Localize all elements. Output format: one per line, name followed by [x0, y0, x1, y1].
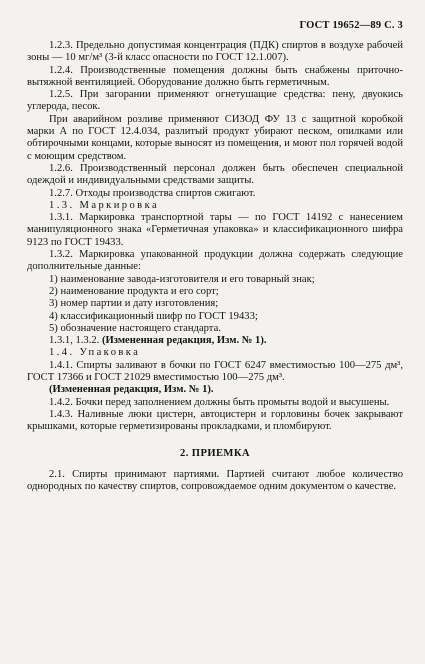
- amendment-ref: 1.3.1, 1.3.2.: [49, 335, 102, 347]
- paragraph-1-2-5: 1.2.5. При загорании применяют огнетушащие средства: пену, двуокись углерода, песок.: [27, 89, 403, 113]
- paragraph-1-2-6: 1.2.6. Производственный персонал должен быть обеспечен специальной одеждой и индивидуальными средствами защиты.: [27, 162, 403, 187]
- paragraph-1-3-2: 1.3.2. Маркировка упакованной продукции должна содержать следующие дополнительные данные:: [27, 249, 403, 273]
- list-item: 2) наименование продукта и его сорт;: [49, 285, 219, 297]
- paragraph-2-1: 2.1. Спирты принимают партиями. Партией считают любое количество однородных по качеству спиртов, сопровождаемое одним документом о качестве.: [27, 468, 403, 492]
- amendment-label: (Измененная редакция, Изм. № 1).: [101, 335, 267, 347]
- paragraph-1-4-1: 1.4.1. Спирты заливают в бочки по ГОСТ 6247 вместимостью 100—275 дм³, ГОСТ 17366 и ГОСТ 21029 вместимостью 100—275 дм³.: [27, 359, 403, 384]
- amendment-note-1-4: (Измененная редакция, Изм. № 1).: [49, 384, 214, 396]
- paragraph-1-4-3: 1.4.3. Наливные люки цистерн, автоцистерн и горловины бочек закрывают крышками, которые герметизированы прокладками, и пломбируют.: [27, 408, 403, 433]
- paragraph-1-3-1: 1.3.1. Маркировка транспортной тары — по ГОСТ 14192 с нанесением манипуляционного знака «Герметичная упаковка» и классификационного шифра 9123 по ГОСТ 19433.: [27, 212, 403, 248]
- section-2-heading: 2. ПРИЕМКА: [180, 447, 250, 459]
- list-item: 1) наименование завода-изготовителя и его товарный знак;: [49, 273, 315, 285]
- paragraph-1-2-3: 1.2.3. Предельно допустимая концентрация (ПДК) спиртов в воздухе рабочей зоны — 10 мг/м³ (3-й класс опасности по ГОСТ 12.1.007).: [27, 40, 403, 64]
- paragraph-emergency: При аварийном розливе применяют СИЗОД ФУ 13 с защитной коробкой марки А по ГОСТ 12.4.034, разлитый продукт убирают песком, опилками или обтирочными концами, которые выносят из помещения, и моют пол горячей водой с моющим средством.: [27, 113, 403, 162]
- marking-list: [27, 274, 403, 335]
- list-item: 4) классификационный шифр по ГОСТ 19433;: [49, 310, 258, 322]
- paragraph-1-2-4: 1.2.4. Производственные помещения должны быть снабжены приточно-вытяжной вентиляцией. Оборудование должно быть герметичным.: [27, 64, 403, 88]
- list-item: 3) номер партии и дату изготовления;: [49, 298, 219, 310]
- page-header: ГОСТ 19652—89 С. 3: [299, 20, 403, 31]
- list-item: 5) обозначение настоящего стандарта.: [49, 322, 221, 334]
- paragraph-1-2-7: 1.2.7. Отходы производства спиртов сжигают.: [49, 187, 256, 199]
- paragraph-1-4-2: 1.4.2. Бочки перед заполнением должны быть промыты водой и высушены.: [49, 396, 390, 408]
- heading-1-4-packaging: 1.4. Упаковка: [49, 347, 141, 359]
- heading-1-3-marking: 1.3. Маркировка: [49, 199, 160, 211]
- amendment-note-1-3: [27, 335, 403, 347]
